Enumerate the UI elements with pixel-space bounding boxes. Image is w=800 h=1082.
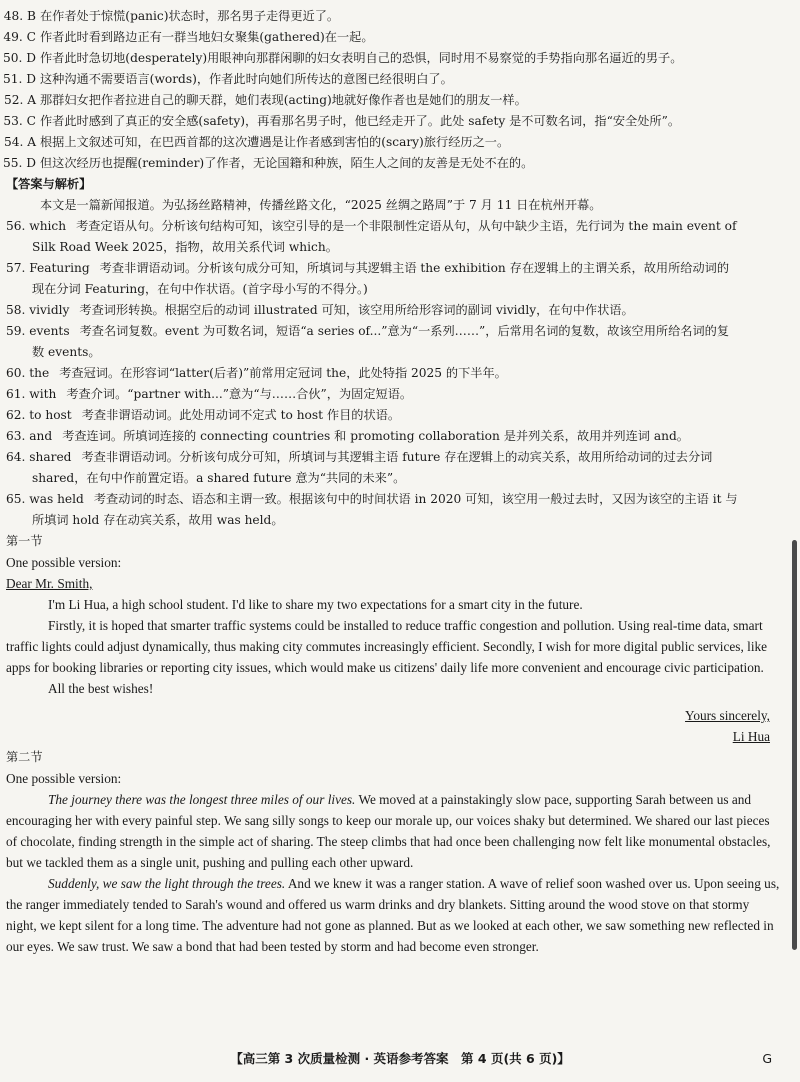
answer-row [0,132,800,153]
answer-explanation: 考查名词复数。event 为可数名词，短语“a series of...”意为“一系列……”，后常用名词的复数，故该空用所给名词的复 [79,324,730,338]
answer-row [0,48,800,69]
answer-explanation: 考查动词的时态、语态和主谓一致。根据该句中的时间状语 in 2020 可知，该空用一般过去时，又因为该空的主语 it 与 [93,492,738,506]
letter-paragraph-2: Firstly, it is hoped that smarter traffic systems could be installed to reduce traffic congestion and pollution. Using real-time data, smart traffic lights could adjust dynamically, thus making city commutes increasingly efficient. Secondly, I wish for more digital public services, like apps for booking libraries or reporting city issues, which would make us citizens' daily life more convenient and encourage civic participation. [6,618,768,675]
answer-row [0,258,800,300]
answer-number: 50. D [2,51,36,65]
answer-number: 54. A [3,135,36,149]
answer-number: 48. B [3,9,36,23]
answer-number: 59. events [6,324,70,338]
answer-row [0,6,800,27]
letter-paragraph-3: All the best wishes! [48,681,154,696]
story-p1-rest: We moved at a painstakingly slow pace, supporting Sarah between us and encouraging her with every painful step. We sang silly songs to keep our morale up, our voices shaky but determined. We shared our last pieces of chocolate, finding strength in the simple act of sharing. The steep climbs that had once been challenging now felt like monumental obstacles, but we tackled them as a single unit, pushing and pulling each other upward. [6,792,771,870]
answer-explanation: 考查介词。“partner with...”意为“与……合伙”，为固定短语。 [66,387,413,401]
letter-greeting: Dear Mr. Smith, [6,576,93,591]
answer-number: 58. vividly [6,303,70,317]
answer-row [0,153,800,174]
answer-row [0,384,800,405]
footer-code: G [762,1051,772,1066]
answer-explanation: 考查非谓语动词。此处用动词不定式 to host 作目的状语。 [81,408,401,422]
letter-paragraph-1: I'm Li Hua, a high school student. I'd like to share my two expectations for a smart city in the future. [48,597,583,612]
answer-row [0,69,800,90]
answer-explanation: 这种沟通不需要语言(words)，作者此时向她们所传达的意图已经很明白了。 [40,72,453,86]
answer-row [0,489,800,531]
answer-row [0,216,800,258]
answer-explanation: 考查定语从句。分析该句结构可知，该空引导的是一个非限制性定语从句，从句中缺少主语，先行词为 the main event of [76,219,737,233]
answer-number: 62. to host [6,408,72,422]
answer-explanation: 作者此时感到了真正的安全感(safety)，再看那名男子时，他已经走开了。此处 safety 是不可数名词，指“安全处所”。 [40,114,681,128]
writing2-title: 第二节 [6,750,43,764]
story-p2-rest: And we knew it was a ranger station. A wave of relief soon washed over us. Upon seeing us, the ranger immediately tended to Sarah's wound and offered us warm drinks and dry blankets. Sitting around the wood stove on that stormy night, we kept silent for a long time. The adventure had not gone as planned. But as we looked at each other, we saw something new reflected in our eyes. We saw trust. We saw a bond that had been tested by storm and had become even stronger. [6,876,780,954]
answer-explanation: 考查冠词。在形容词“latter(后者)”前常用定冠词 the，此处特指 2025 的下半年。 [59,366,507,380]
answer-row [0,111,800,132]
answers-48-55 [0,6,800,174]
answer-number: 56. which [6,219,67,233]
writing2-version-label: One possible version: [6,771,122,786]
answer-explanation-cont: 数 events。 [32,345,101,359]
answer-number: 65. was held [6,492,84,506]
writing1-version-label: One possible version: [6,555,122,570]
answer-row [0,321,800,363]
answer-explanation: 考查非谓语动词。分析该句成分可知，所填词与其逻辑主语 the exhibition 存在逻辑上的主谓关系，故用所给动词的 [99,261,730,275]
answer-row [0,90,800,111]
letter-signature: Li Hua [732,729,770,744]
answer-number: 57. Featuring [6,261,90,275]
answer-number: 49. C [3,30,36,44]
answer-row [0,363,800,384]
answer-number: 61. with [6,387,57,401]
answer-number: 53. C [3,114,36,128]
story-p1-lead: The journey there was the longest three miles of our lives. [48,792,356,807]
answer-row [0,447,800,489]
answer-explanation: 根据上文叙述可知，在巴西首都的这次遭遇是让作者感到害怕的(scary)旅行经历之一。 [40,135,510,149]
answer-explanation-cont: shared，在句中作前置定语。a shared future 意为“共同的未来”。 [32,471,406,485]
answer-explanation: 那群妇女把作者拉进自己的聊天群，她们表现(acting)地就好像作者也是她们的朋友一样。 [40,93,527,107]
answer-explanation: 考查词形转换。根据空后的动词 illustrated 可知，该空用所给形容词的副词 vividly，在句中作状语。 [79,303,634,317]
answer-row [0,426,800,447]
story-paragraph-1 [0,789,800,873]
answer-number: 51. D [2,72,36,86]
page-footer [0,1048,800,1069]
section-header: 【答案与解析】 [6,177,92,191]
answer-row [0,405,800,426]
answer-number: 60. the [6,366,50,380]
answer-explanation: 在作者处于惊慌(panic)状态时，那名男子走得更近了。 [40,9,340,23]
answer-explanation: 但这次经历也提醒(reminder)了作者，无论国籍和种族，陌生人之间的友善是无处不在的。 [40,156,534,170]
intro-text: 本文是一篇新闻报道。为弘扬丝路精神，传播丝路文化，“2025 丝绸之路周”于 7 月 11 日在杭州开幕。 [40,198,602,212]
answer-page [0,6,800,957]
answer-explanation-cont: 现在分词 Featuring，在句中作状语。(首字母小写的不得分。) [32,282,368,296]
story-p2-lead: Suddenly, we saw the light through the trees. [48,876,286,891]
answer-row [0,300,800,321]
answer-number: 55. D [2,156,36,170]
answer-explanation: 作者此时看到路边正有一群当地妇女聚集(gathered)在一起。 [40,30,374,44]
writing1-title: 第一节 [6,534,43,548]
letter-closing: Yours sincerely, [685,708,770,723]
answer-number: 63. and [6,429,53,443]
answer-explanation-cont: Silk Road Week 2025，指物，故用关系代词 which。 [32,240,338,254]
answer-explanation-cont: 所填词 hold 存在动宾关系，故用 was held。 [32,513,284,527]
answer-explanation: 考查连词。所填词连接的 connecting countries 和 promoting collaboration 是并列关系，故用并列连词 and。 [62,429,689,443]
story-paragraph-2 [0,873,800,957]
answer-explanation: 考查非谓语动词。分析该句成分可知，所填词与其逻辑主语 future 存在逻辑上的动宾关系，故用所给动词的过去分词 [81,450,713,464]
answer-number: 52. A [3,93,36,107]
answer-number: 64. shared [6,450,72,464]
answers-56-65 [0,216,800,531]
footer-text: 【高三第 3 次质量检测 · 英语参考答案 第 4 页(共 6 页)】 [230,1051,570,1066]
scrollbar[interactable] [792,540,797,950]
answer-row [0,27,800,48]
answer-explanation: 作者此时急切地(desperately)用眼神向那群闲聊的妇女表明自己的恐惧，同时用不易察觉的手势指向那名逼近的男子。 [40,51,683,65]
